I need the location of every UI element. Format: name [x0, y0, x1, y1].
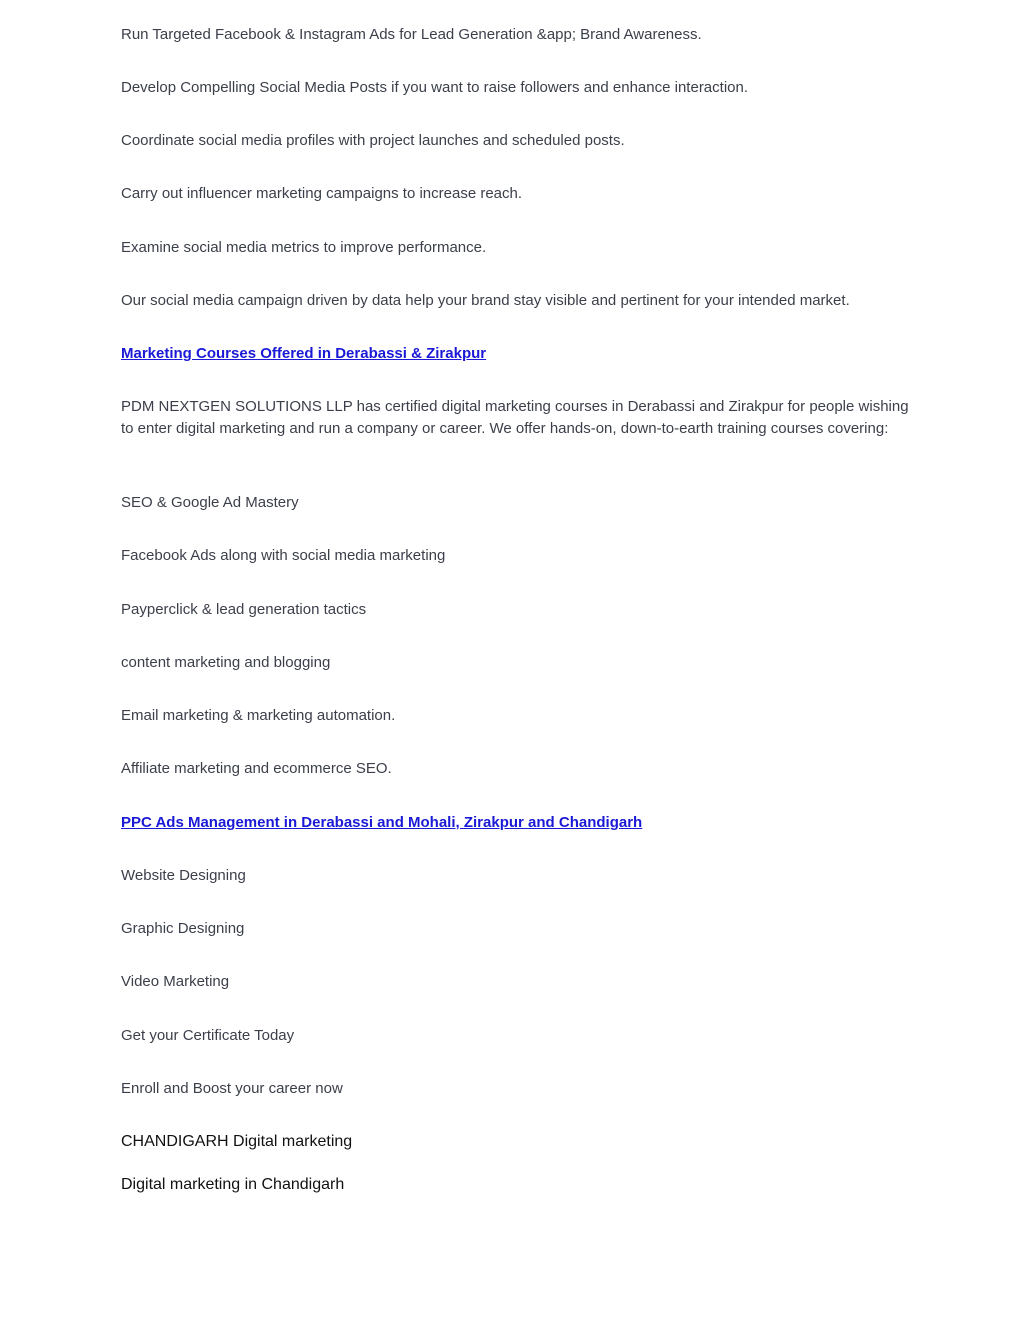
link-marketing-courses[interactable]: Marketing Courses Offered in Derabassi & Zirakpur	[121, 345, 487, 362]
service-item-website: Website Designing	[121, 867, 246, 884]
paragraph-data-driven: Our social media campaign driven by data help your brand stay visible and pertinent for your intended market.	[121, 292, 850, 309]
footer-line-digital-marketing: Digital marketing in Chandigarh	[121, 1176, 345, 1193]
course-item-ppc: Payperclick & lead generation tactics	[121, 601, 367, 618]
course-item-facebook: Facebook Ads along with social media marketing	[121, 547, 446, 564]
paragraph-intro-courses: PDM NEXTGEN SOLUTIONS LLP has certified digital marketing courses in Derabassi and Zirakpur for people wishing to enter digital marketing and run a company or career. We offer hands-on, down-to-earth training courses covering:	[121, 398, 909, 437]
service-item-enroll: Enroll and Boost your career now	[121, 1080, 343, 1097]
service-item-certificate: Get your Certificate Today	[121, 1027, 295, 1044]
paragraph-facebook-ads: Run Targeted Facebook & Instagram Ads for Lead Generation &app; Brand Awareness.	[121, 26, 702, 43]
paragraph-social-posts: Develop Compelling Social Media Posts if you want to raise followers and enhance interaction.	[121, 79, 749, 96]
service-item-graphic: Graphic Designing	[121, 920, 245, 937]
course-item-content: content marketing and blogging	[121, 654, 331, 671]
service-item-video: Video Marketing	[121, 973, 230, 990]
footer-line-chandigarh: CHANDIGARH Digital marketing	[121, 1133, 353, 1150]
link-ppc-management[interactable]: PPC Ads Management in Derabassi and Mohali, Zirakpur and Chandigarh	[121, 814, 643, 831]
course-item-affiliate: Affiliate marketing and ecommerce SEO.	[121, 760, 392, 777]
paragraph-influencer: Carry out influencer marketing campaigns to increase reach.	[121, 185, 523, 202]
course-item-email: Email marketing & marketing automation.	[121, 707, 396, 724]
paragraph-coordinate-profiles: Coordinate social media profiles with project launches and scheduled posts.	[121, 132, 625, 149]
course-item-seo: SEO & Google Ad Mastery	[121, 494, 299, 511]
paragraph-metrics: Examine social media metrics to improve performance.	[121, 239, 487, 256]
